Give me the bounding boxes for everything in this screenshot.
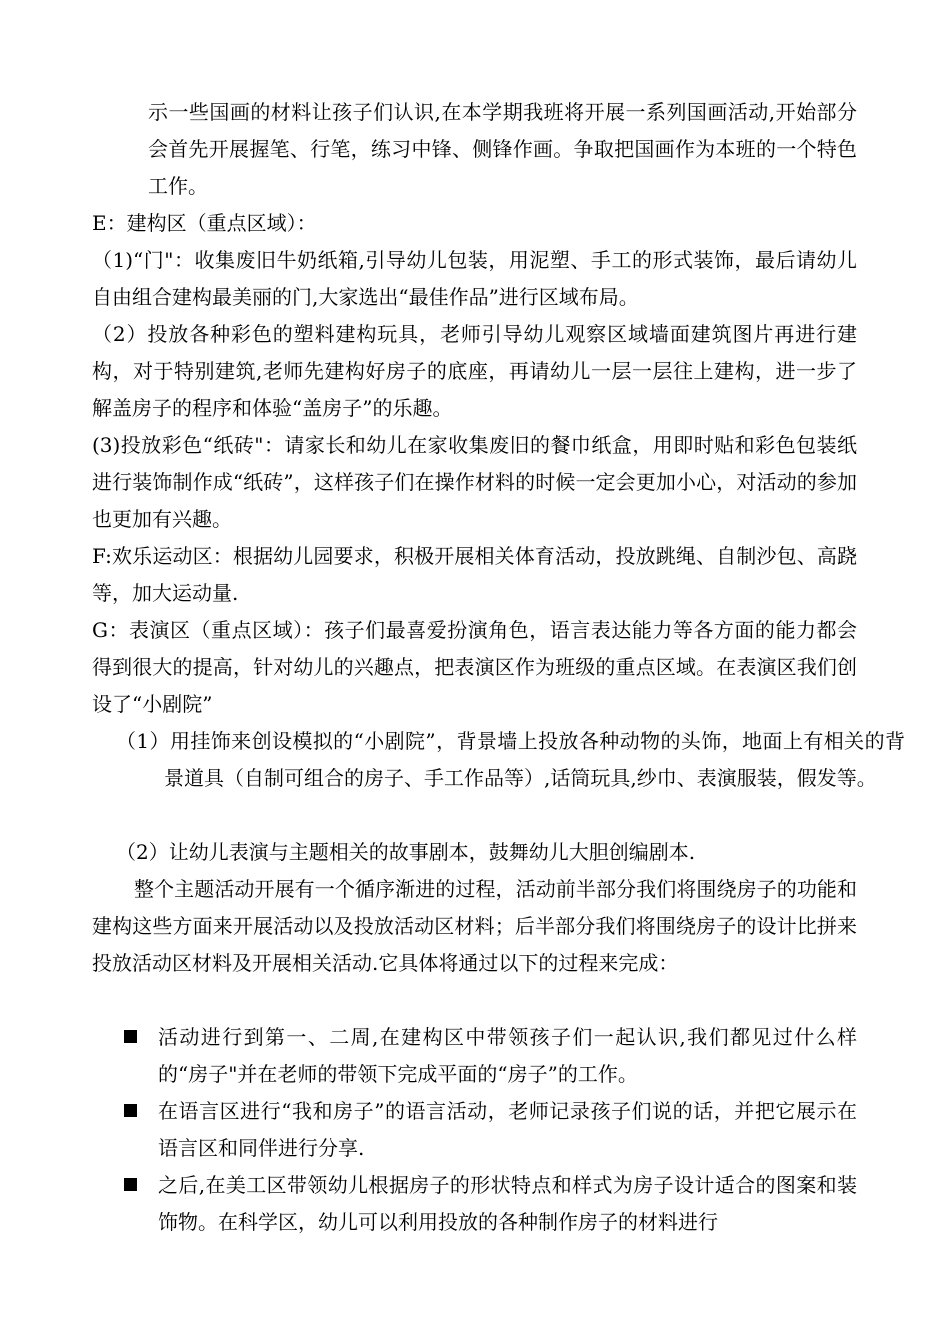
paragraph-sports-area: F:欢乐运动区：根据幼儿园要求，积极开展相关体育活动，投放跳绳、自制沙包、高跷等，加大运动量. (92, 544, 857, 605)
section-heading-construction-area: E：建构区（重点区域）： (92, 211, 317, 235)
paragraph-performance-area: G：表演区（重点区域）：孩子们最喜爱扮演角色，语言表达能力等各方面的能力都会得到很大的提高，针对幼儿的兴趣点，把表演区作为班级的重点区域。在表演区我们创设了“小剧院” (92, 618, 857, 716)
paragraph-construction-door: （1)“门"：收集废旧牛奶纸箱,引导幼儿包装，用泥塑、手工的形式装饰，最后请幼儿自由组合建构最美丽的门,大家选出“最佳作品”进行区域布局。 (92, 248, 857, 309)
paragraph-theme-activity-process: 整个主题活动开展有一个循序渐进的过程，活动前半部分我们将围绕房子的功能和建构这些方面来开展活动以及投放活动区材料；后半部分我们将围绕房子的设计比拼来投放活动区材料及开展相关活动.它具体将通过以下的过程来完成： (92, 877, 857, 975)
paragraph-guohua-materials: 示一些国画的材料让孩子们认识,在本学期我班将开展一系列国画活动,开始部分会首先开展握笔、行笔，练习中锋、侧锋作画。争取把国画作为本班的一个特色工作。 (148, 100, 857, 198)
square-bullet-icon (124, 1104, 137, 1117)
list-item-text: 之后,在美工区带领幼儿根据房子的形状特点和样式为房子设计适合的图案和装饰物。在科学区，幼儿可以利用投放的各种制作房子的材料进行 (158, 1173, 857, 1234)
square-bullet-icon (124, 1030, 137, 1043)
paragraph-story-scripts: （2）让幼儿表演与主题相关的故事剧本，鼓舞幼儿大胆创编剧本. (116, 840, 696, 864)
square-bullet-icon (124, 1178, 137, 1191)
paragraph-little-theater: （1）用挂饰来创设模拟的“小剧院”，背景墙上投放各种动物的头饰，地面上有相关的背景道具（自制可组合的房子、手工作品等）,话筒玩具,纱巾、表演服装，假发等。 (116, 729, 905, 790)
list-item (124, 1167, 857, 1241)
list-item-text: 在语言区进行“我和房子”的语言活动，老师记录孩子们说的话，并把它展示在语言区和同伴进行分享. (158, 1099, 857, 1160)
list-item (124, 1019, 857, 1093)
list-item (124, 1093, 857, 1167)
list-item-text: 活动进行到第一、二周,在建构区中带领孩子们一起认识,我们都见过什么样的“房子"并在老师的带领下完成平面的“房子”的工作。 (158, 1025, 857, 1086)
paragraph-paper-bricks: (3)投放彩色“纸砖"：请家长和幼儿在家收集废旧的餐巾纸盒，用即时贴和彩色包装纸进行装饰制作成“纸砖”，这样孩子们在操作材料的时候一定会更加小心，对活动的参加也更加有兴趣。 (92, 433, 857, 531)
paragraph-construction-toys: （2）投放各种彩色的塑料建构玩具，老师引导幼儿观察区域墙面建筑图片再进行建构，对于特别建筑,老师先建构好房子的底座，再请幼儿一层一层往上建构，进一步了解盖房子的程序和体验“盖房子”的乐趣。 (92, 322, 857, 420)
